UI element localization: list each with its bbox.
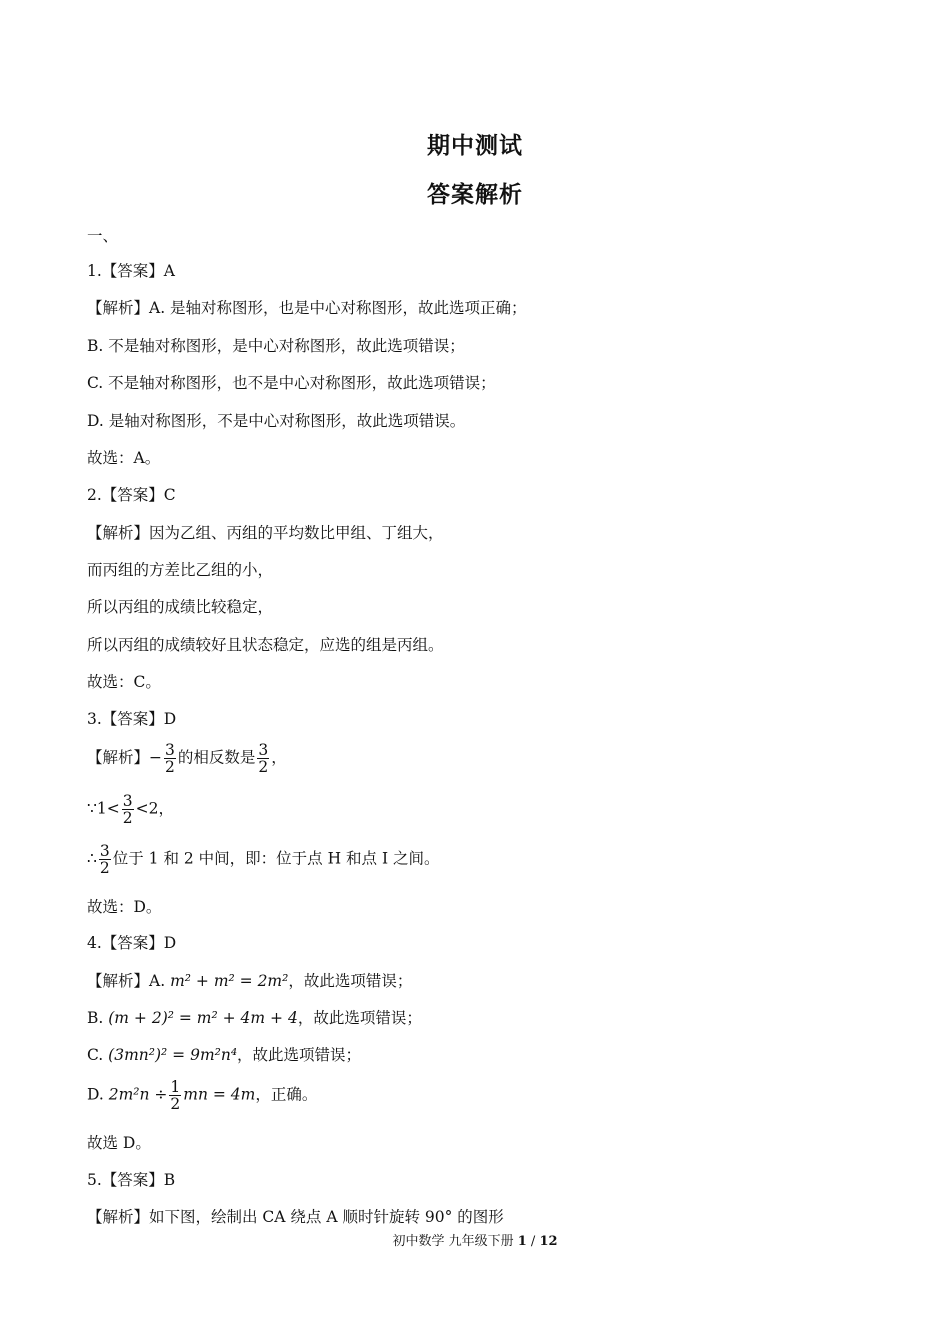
q2-line-3: 所以丙组的成绩比较稳定， <box>87 598 274 616</box>
q4-line-3-end: ，故此选项错误； <box>237 1046 362 1064</box>
page-separator: / <box>526 1234 540 1249</box>
fraction-denominator: 2 <box>170 1095 181 1113</box>
q4-line-3-prefix: C. <box>87 1046 109 1064</box>
q3-answer: 3.【答案】D <box>87 710 177 728</box>
fraction-numerator: 3 <box>122 792 133 810</box>
q4-line-2-end: ，故此选项错误； <box>297 1009 422 1027</box>
fraction-numerator: 1 <box>170 1078 181 1096</box>
q2-line-4: 所以丙组的成绩较好且状态稳定，应选的组是丙组。 <box>87 636 444 654</box>
page-footer <box>0 1230 950 1249</box>
q3-line-3-end: 位于 1 和 2 中间，即：位于点 H 和点 I 之间。 <box>112 849 440 868</box>
equation: (m + 2)² = m² + 4m + 4 <box>108 1009 298 1027</box>
q3-line-1-end: ， <box>271 748 287 767</box>
fraction-numerator: 3 <box>99 842 110 860</box>
q1-line-4: D. 是轴对称图形，不是中心对称图形，故此选项错误。 <box>87 412 466 430</box>
fraction <box>257 742 269 775</box>
page-number: 1 <box>517 1234 527 1249</box>
page-subtitle: 答案解析 <box>427 182 523 208</box>
q3-line-2-end: <2， <box>135 799 174 818</box>
q1-answer: 1.【答案】A <box>87 262 175 280</box>
fraction <box>99 843 111 876</box>
fraction-denominator: 2 <box>258 758 269 776</box>
q1-line-5: 故选：A。 <box>87 449 161 467</box>
fraction-denominator: 2 <box>99 859 110 877</box>
q3-line-3 <box>87 843 440 876</box>
q2-answer: 2.【答案】C <box>87 486 176 504</box>
q3-line-3-prefix: ∴ <box>87 849 97 868</box>
q4-line-2-prefix: B. <box>87 1009 109 1027</box>
q3-line-1-mid: 的相反数是 <box>177 748 256 767</box>
fraction <box>164 742 176 775</box>
q2-line-1: 【解析】因为乙组、丙组的平均数比甲组、丁组大， <box>87 524 444 542</box>
equation: m² + m² = 2m² <box>170 972 289 990</box>
fraction <box>122 793 134 826</box>
fraction-denominator: 2 <box>165 758 175 776</box>
q4-answer: 4.【答案】D <box>87 934 177 952</box>
q4-line-1 <box>87 971 412 991</box>
q4-line-3 <box>87 1045 361 1065</box>
fraction-denominator: 2 <box>122 809 133 827</box>
q1-line-3: C. 不是轴对称图形，也不是中心对称图形，故此选项错误； <box>87 374 496 392</box>
equation: mn = 4m <box>183 1085 256 1104</box>
section-heading: 一、 <box>87 227 119 245</box>
q3-line-2 <box>87 793 174 826</box>
q2-line-2: 而丙组的方差比乙组的小， <box>87 561 274 579</box>
q3-line-1-prefix: 【解析】− <box>87 748 162 767</box>
q5-answer: 5.【答案】B <box>87 1171 176 1189</box>
q4-line-4 <box>87 1079 317 1112</box>
fraction-numerator: 3 <box>165 741 175 759</box>
q4-line-1-prefix: 【解析】A. <box>87 972 171 990</box>
q4-line-1-end: ，故此选项错误； <box>288 972 413 990</box>
q4-line-4-prefix: D. <box>87 1085 109 1104</box>
page-title: 期中测试 <box>427 133 523 159</box>
q4-line-4-end: ，正确。 <box>255 1085 318 1104</box>
equation: (3mn²)² = 9m²n⁴ <box>108 1046 238 1064</box>
q1-line-2: B. 不是轴对称图形，是中心对称图形，故此选项错误； <box>87 337 465 355</box>
equation: 2m²n ÷ <box>108 1085 168 1104</box>
q1-line-1: 【解析】A. 是轴对称图形，也是中心对称图形，故此选项正确； <box>87 299 527 317</box>
q5-line-1: 【解析】如下图，绘制出 CA 绕点 A 顺时针旋转 90° 的图形 <box>87 1208 504 1226</box>
q3-line-1 <box>87 742 287 775</box>
q3-line-4: 故选：D。 <box>87 898 162 916</box>
page-total: 12 <box>539 1234 558 1249</box>
footer-text: 初中数学 九年级下册 <box>392 1234 514 1249</box>
fraction <box>169 1079 181 1112</box>
fraction-numerator: 3 <box>258 741 269 759</box>
q4-line-5: 故选 D。 <box>87 1134 151 1152</box>
q3-line-2-prefix: ∵1< <box>87 799 120 818</box>
q2-line-5: 故选：C。 <box>87 673 161 691</box>
q4-line-2 <box>87 1008 422 1028</box>
